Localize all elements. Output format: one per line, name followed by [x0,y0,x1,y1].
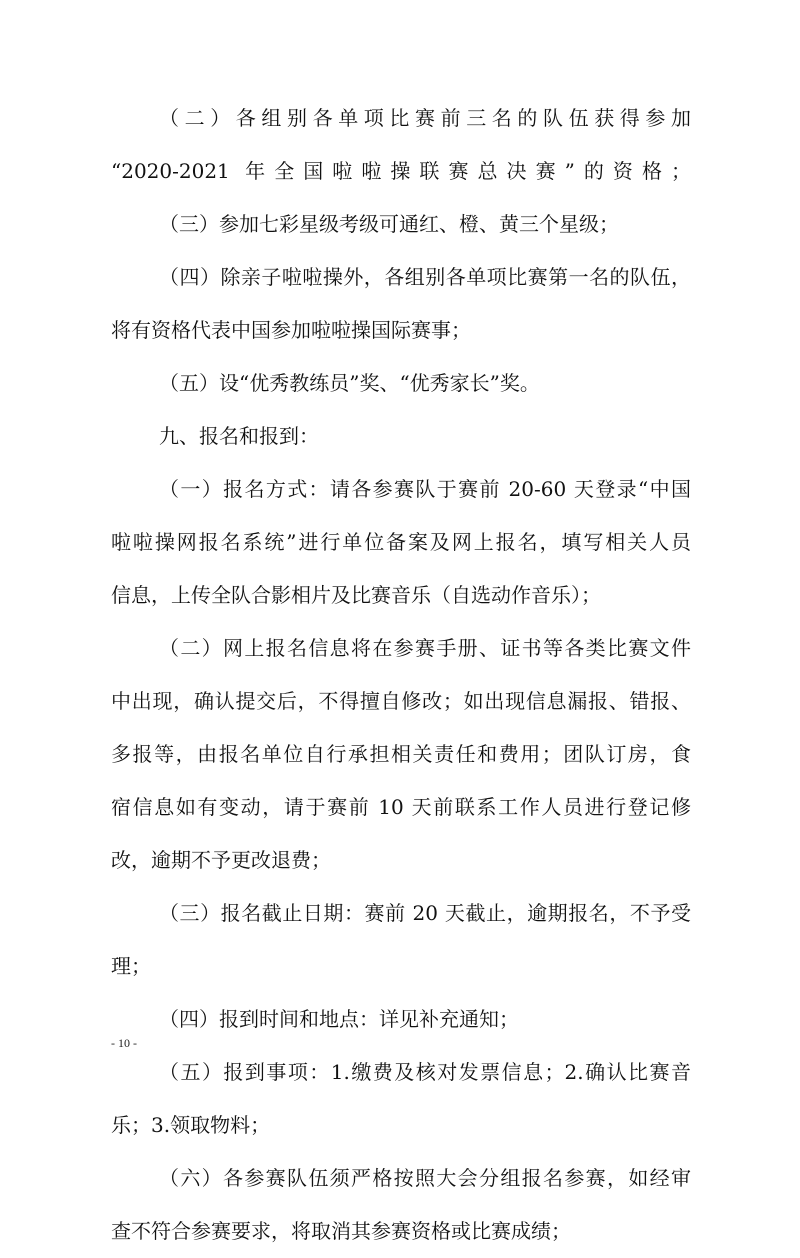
text-line: （三）报名截止日期：赛前 20 天截止，逾期报名，不予受 [159,901,691,925]
text-line: （四）报到时间和地点：详见补充通知； [159,1007,519,1031]
text-line: 信息，上传全队合影相片及比赛音乐（自选动作音乐）； [111,583,601,607]
text-line: 理； [111,954,151,978]
text-line: （一）报名方式：请各参赛队于赛前 20-60 天登录“中国 [159,477,691,501]
text-line: （二）网上报名信息将在参赛手册、证书等各类比赛文件 [159,636,691,660]
text-line: 多报等，由报名单位自行承担相关责任和费用；团队订房，食 [111,742,691,766]
page-number: - 10 - [111,1036,137,1050]
text-line: 啦啦操网报名系统”进行单位备案及网上报名，填写相关人员 [111,530,691,554]
text-line: 中出现，确认提交后，不得擅自修改；如出现信息漏报、错报、 [111,689,691,713]
text-line: （五）报到事项：1.缴费及核对发票信息；2.确认比赛音 [159,1060,691,1084]
text-line: 乐；3.领取物料； [111,1113,271,1137]
text-line: “2020-2021 年全国啦啦操联赛总决赛”的资格； [111,159,691,183]
text-line: 改，逾期不予更改退费； [111,848,331,872]
text-line: （四）除亲子啦啦操外，各组别各单项比赛第一名的队伍， [159,265,691,289]
text-line: 宿信息如有变动，请于赛前 10 天前联系工作人员进行登记修 [111,795,691,819]
text-line: （三）参加七彩星级考级可通红、橙、黄三个星级； [159,212,619,236]
document-body [111,92,691,1258]
text-line: 将有资格代表中国参加啦啦操国际赛事； [111,318,471,342]
text-line: （六）各参赛队伍须严格按照大会分组报名参赛，如经审 [159,1166,691,1190]
text-line: （五）设“优秀教练员”奖、“优秀家长”奖。 [159,371,540,395]
text-line: 查不符合参赛要求，将取消其参赛资格或比赛成绩； [111,1219,571,1243]
section-heading: 九、报名和报到： [159,424,319,448]
text-line: （二）各组别各单项比赛前三名的队伍获得参加 [159,106,691,130]
